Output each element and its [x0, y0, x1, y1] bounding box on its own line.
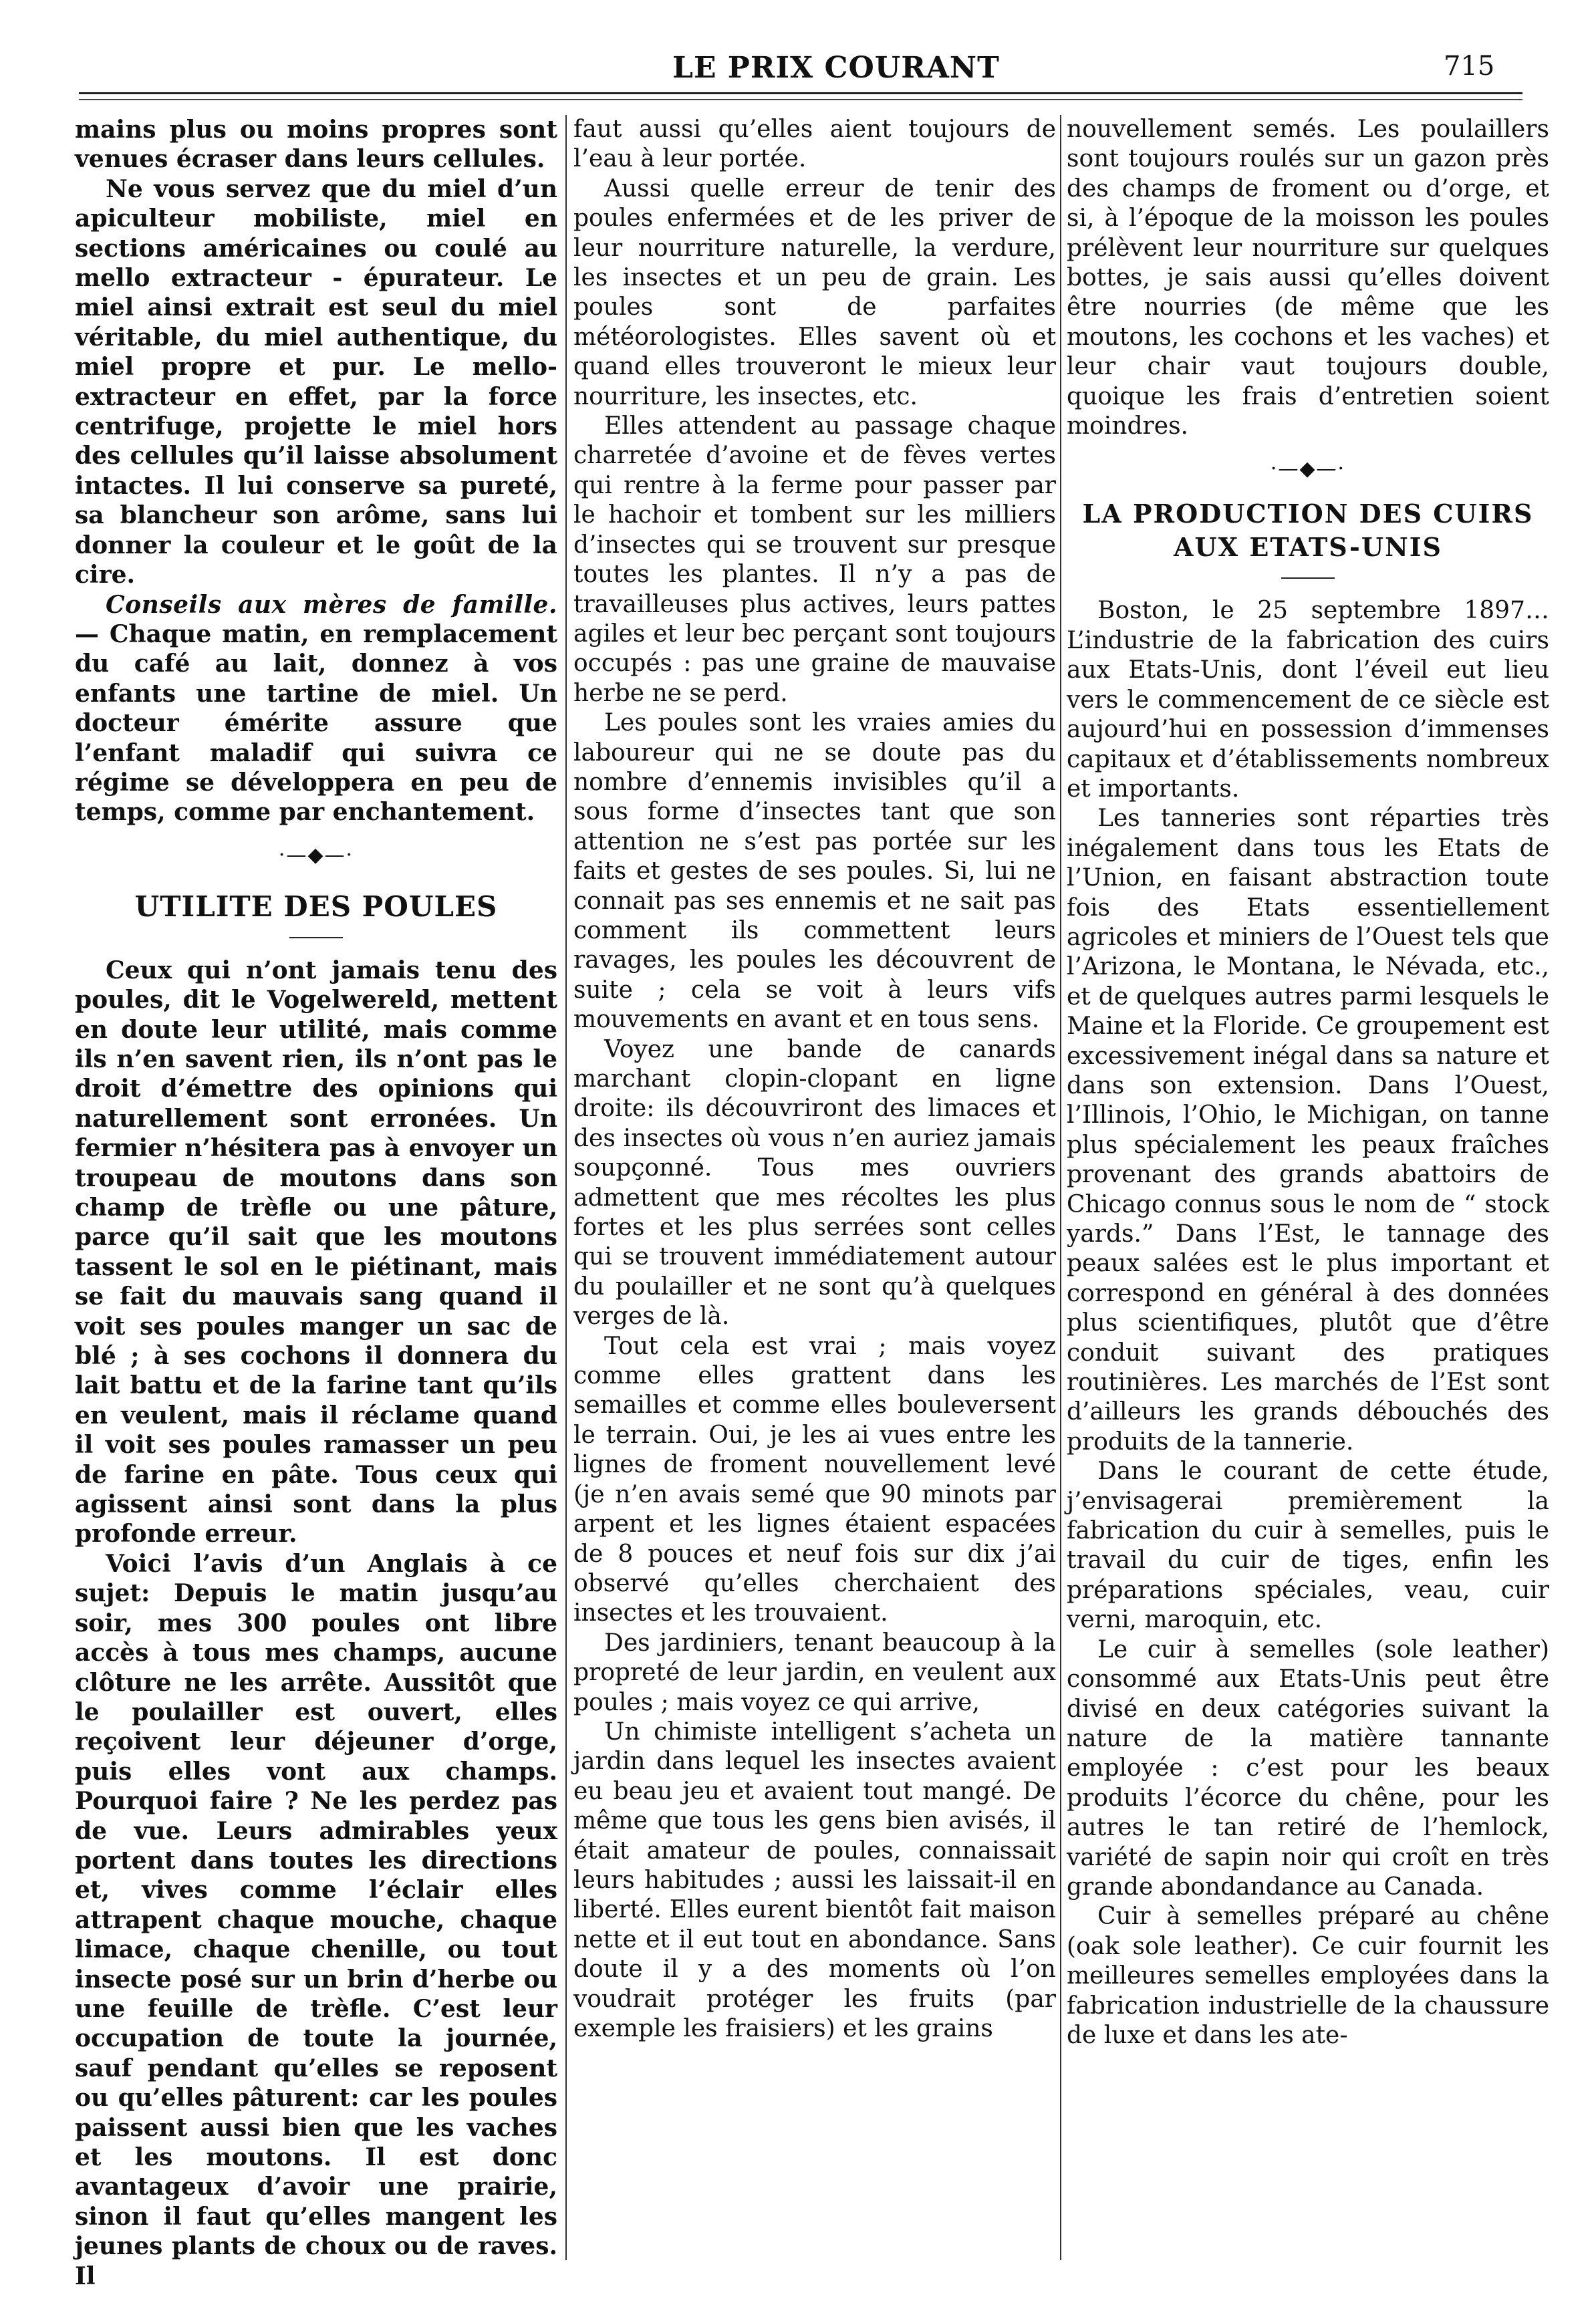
paragraph: Les tanneries sont réparties très inégalement dans tous les Etats de l’Union, en faisant abstraction toute fois des Etats essentiellement agricoles et miniers de l’Ouest tels que l’Arizona, le Montana, le Névada, etc., et de quelques autres parmi lesquels le Maine et la Floride. Ce groupement est excessivement inégal dans sa nature et dans son extension. Dans l’Ouest, l’Illinois, l’Ohio, le Michigan, on tanne plus spécialement les peaux fraîches provenant des grands abattoirs de Chicago connus sous le nom de “ stock yards.” Dans l’Est, le tannage des peaux salées est le plus important et correspond en général à des données plus scientifiques, plutôt que d’être conduit suivant des pratiques routinières. Les marchés de l’Est sont d’ailleurs les grands débouchés des produits de la tannerie. [1067, 805, 1549, 1456]
column-1 [75, 115, 557, 2290]
header-rule-secondary [79, 99, 1522, 100]
paragraph: mains plus ou moins propres sont venues écraser dans leurs cellules. [75, 116, 557, 174]
page-header [0, 45, 1596, 92]
paragraph: Cuir à semelles préparé au chêne (oak sole leather). Ce cuir fournit les meilleures semelles employées dans la fabrication industrielle de la chaussure de luxe et dans les ate- [1067, 1903, 1549, 2049]
page-number: 715 [1444, 51, 1495, 82]
paragraph: Dans le courant de cette étude, j’envisagerai premièrement la fabrication du cuir à semelles, puis le travail du cuir de tiges, enfin les préparations spéciales, veau, cuir verni, maroquin, etc. [1067, 1458, 1549, 1634]
paragraph: Tout cela est vrai ; mais voyez comme elles grattent dans les semailles et comme elles bouleversent le terrain. Oui, je les ai vues entre les lignes de froment nouvellement levé (je n’en avais semé que 90 minots par arpent et les lignes étaient espacées de 8 pouces et neuf fois sur dix j’ai observé qu’elles cherchaient des insectes et les trouvaient. [573, 1332, 1056, 1627]
paragraph [75, 590, 557, 827]
column-divider-1 [565, 115, 567, 2260]
paragraph-lead: Conseils aux mères de famille. [106, 590, 557, 619]
paragraph: Voici l’avis d’un Anglais à ce sujet: Depuis le matin jusqu’au soir, mes 300 poules ont libre accès à tous mes champs, aucune clôture ne les arrête. Aussitôt que le poulailler est ouvert, elles reçoivent leur déjeuner d’orge, puis elles vont aux champs. Pourquoi faire ? Ne les perdez pas de vue. Leurs admirables yeux portent dans toutes les directions et, vives comme l’éclair elles attrapent chaque mouche, chaque limace, chaque chenille, ou tout insecte posé sur un brin d’herbe ou une feuille de trèfle. C’est leur occupation de toute la journée, sauf pendant qu’elles se reposent ou qu’elles pâturent: car les poules paissent aussi bien que les vaches et les moutons. Il est donc avantageux d’avoir une prairie, sinon il faut qu’elles mangent les jeunes plants de choux ou de raves. Il [75, 1549, 557, 2290]
ornament-divider: ·—◆—· [278, 843, 354, 867]
paragraph: nouvellement semés. Les poulaillers sont toujours roulés sur un gazon près des champs de froment ou d’orge, et si, à l’époque de la moisson les poules prélèvent leur nourriture sur quelques bottes, je sais aussi qu’elles doivent être nourries (de même que les moutons, les cochons et les vaches) et leur chair vaut toujours double, quoique les frais d’entretien soient moindres. [1067, 116, 1549, 440]
paragraph: Elles attendent au passage chaque charretée d’avoine et de fèves vertes qui rentre à la ferme pour passer par le hachoir et tombent sur les milliers d’insectes qui se trouvent sur presque toutes les plantes. Il n’y a pas de travailleuses plus actives, leurs pattes agiles et leur bec perçant sont toujours occupés : pas une graine de mauvaise herbe ne se perd. [573, 412, 1056, 707]
column-2 [573, 115, 1056, 2260]
paragraph-text: — Chaque matin, en remplacement du café au lait, donnez à vos enfants une tartine de miel. Un docteur émérite assure que l’enfant maladif qui suivra ce régime se développera en peu de temps, comme par enchantement. [75, 620, 557, 827]
section-title-line-1: LA PRODUCTION DES CUIRS [1082, 499, 1534, 529]
paragraph: faut aussi qu’elles aient toujours de l’eau à leur portée. [573, 116, 1056, 173]
title-rule [289, 937, 343, 938]
section-title-line-2: AUX ETATS-UNIS [1174, 532, 1442, 563]
paragraph: Aussi quelle erreur de tenir des poules enfermées et de les priver de leur nourriture naturelle, la verdure, les insectes et un peu de grain. Les poules sont de parfaites météorologistes. Elles savent où et quand elles trouveront le mieux leur nourriture, les insectes, etc. [573, 174, 1056, 410]
paragraph: Ceux qui n’ont jamais tenu des poules, dit le Vogelwereld, mettent en doute leur utilité, mais comme ils n’en savent rien, ils n’ont pas le droit d’émettre des opinions qui naturellement sont erronées. Un fermier n’hésitera pas à envoyer un troupeau de moutons dans son champ de trèfle ou une pâture, parce qu’il sait que les moutons tassent le sol en le piétinant, mais se fait du mauvais sang quand il voit ses poules manger un sac de blé ; à ses cochons il donnera du lait battu et de la farine tant qu’ils en veulent, mais il réclame quand il voit ses poules ramasser un peu de farine en pâte. Tous ceux qui agissent ainsi sont dans la plus profonde erreur. [75, 956, 557, 1548]
paragraph: Un chimiste intelligent s’acheta un jardin dans lequel les insectes avaient eu beau jeu et avaient tout mangé. De même que tous les gens bien avisés, il était amateur de poules, connaissait leurs habitudes ; aussi les laissait-il en liberté. Elles eurent bientôt fait maison nette et il eut tout en abondance. Sans doute il y a des moments où l’on voudrait protéger les fruits (par exemple les fraisiers) et les grains [573, 1718, 1056, 2042]
header-rule [79, 92, 1522, 94]
paragraph: Boston, le 25 septembre 1897… L’industrie de la fabrication des cuirs aux Etats-Unis, dont l’éveil eut lieu vers le commencement de ce siècle est aujourd’hui en possession d’immenses capitaux et d’établissements nombreux et importants. [1067, 597, 1549, 803]
ornament-divider: ·—◆—· [1270, 457, 1346, 481]
section-title: UTILITE DES POULES [134, 890, 498, 923]
paragraph: Des jardiniers, tenant beaucoup à la propreté de leur jardin, en veulent aux poules ; mais voyez ce qui arrive, [573, 1629, 1056, 1716]
paragraph: Voyez une bande de canards marchant clopin-clopant en ligne droite: ils découvriront des limaces et des insectes où vous n’en auriez jamais soupçonné. Tous mes ouvriers admettent que mes récoltes les plus fortes et les plus serrées sont celles qui se trouvent immédiatement autour du poulailler et ne sont qu’à quelques verges de là. [573, 1035, 1056, 1331]
paragraph: Les poules sont les vraies amies du laboureur qui ne se doute pas du nombre d’ennemis invisibles qu’il a sous forme d’insectes tant que son attention ne s’est pas portée sur les faits et gestes de ses poules. Si, lui ne connait pas ses ennemis et ne sait pas comment ils commettent leurs ravages, les poules les découvrent de suite ; cela se voit à leurs vifs mouvements en avant et en tous sens. [573, 709, 1056, 1034]
paragraph: Ne vous servez que du miel d’un apiculteur mobiliste, miel en sections américaines ou coulé au mello extracteur - épurateur. Le miel ainsi extrait est seul du miel véritable, du miel authentique, du miel propre et pur. Le mello-extracteur en effet, par la force centrifuge, projette le miel hors des cellules qu’il laisse absolument intactes. Il lui conserve sa pureté, sa blancheur son arôme, sans lui donner la couleur et le goût de la cire. [75, 174, 557, 589]
title-rule [1281, 577, 1335, 579]
column-divider-2 [1060, 115, 1061, 2260]
column-3 [1067, 115, 1549, 2260]
paragraph: Le cuir à semelles (sole leather) consommé aux Etats-Unis peut être divisé en deux catégories suivant la nature de la matière tannante employée : c’est pour les beaux produits l’écorce du chêne, pour les autres le tan retiré de l’hemlock, variété de sapin noir qui croît en très grande abondandance au Canada. [1067, 1635, 1549, 1901]
running-title: LE PRIX COURANT [672, 51, 1000, 85]
